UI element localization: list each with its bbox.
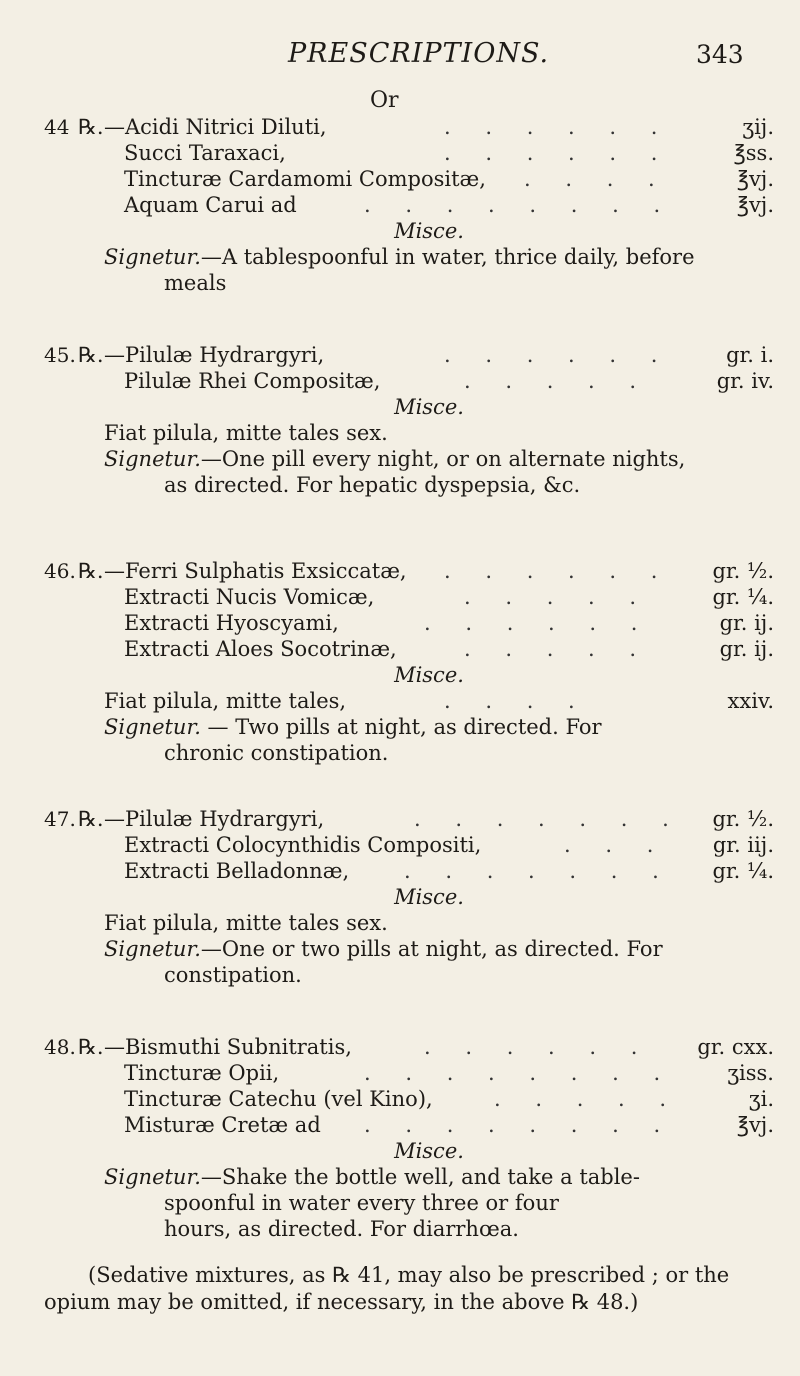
prescription-46 — [44, 558, 774, 766]
misce-label: Misce. — [394, 663, 464, 687]
ingredient-name: Tincturæ Opii, — [124, 1061, 280, 1085]
misce-label: Misce. — [394, 219, 464, 243]
recipe-symbol: ℞. — [78, 343, 104, 367]
leader-dots: . . . . . — [494, 1087, 681, 1111]
ingredient-line — [44, 166, 774, 192]
ingredient-line — [44, 806, 774, 832]
ingredient-line — [44, 114, 774, 140]
leader-dots: . . . . . — [464, 585, 651, 609]
leader-dots: . . . . — [524, 167, 669, 191]
ingredient-dose: gr. ¼. — [712, 859, 774, 883]
running-title: PRESCRIPTIONS. — [288, 38, 550, 69]
fiat-text: Fiat pilula, mitte tales, — [104, 689, 347, 713]
ingredient-line — [44, 140, 774, 166]
prescription-number: 47. — [44, 807, 76, 831]
ingredient-line — [44, 584, 774, 610]
page-header — [0, 38, 800, 78]
prescription-48 — [44, 1034, 774, 1242]
leader-dots: . . . . . . — [424, 1035, 652, 1059]
leader-dots: . . . . . . . — [414, 807, 683, 831]
recipe-symbol: ℞. — [78, 1035, 104, 1059]
ingredient-name: Pilulæ Rhei Compositæ, — [124, 369, 381, 393]
ingredient-dose: ʒi. — [748, 1087, 774, 1111]
leader-dots: . . . — [564, 833, 668, 857]
signetur-continued: as directed. For hepatic dyspepsia, &c. — [164, 473, 581, 497]
signetur-label: Signetur. — [104, 1165, 201, 1189]
signetur-continued: constipation. — [164, 963, 302, 987]
ingredient-name: Extracti Aloes Socotrinæ, — [124, 637, 397, 661]
ingredient-name: Misturæ Cretæ ad — [124, 1113, 321, 1137]
prescription-number: 48. — [44, 1035, 76, 1059]
ingredient-name: —Pilulæ Hydrargyri, — [104, 807, 325, 831]
page-number: 343 — [696, 40, 744, 69]
signetur-label: Signetur. — [104, 447, 201, 471]
ingredient-dose: ℥vj. — [736, 193, 774, 217]
signetur-continued: hours, as directed. For diarrhœa. — [164, 1217, 519, 1241]
signetur-continued: meals — [164, 271, 227, 295]
ingredient-line — [44, 1112, 774, 1138]
leader-dots: . . . . . — [464, 637, 651, 661]
ingredient-dose: gr. cxx. — [697, 1035, 774, 1059]
signetur-instructions — [44, 714, 784, 766]
ingredient-line — [44, 832, 774, 858]
leader-dots: . . . . . . — [424, 611, 652, 635]
ingredient-dose: ℥ss. — [733, 141, 774, 165]
ingredient-line — [44, 368, 774, 394]
ingredient-dose: ʒiss. — [727, 1061, 774, 1085]
ingredient-line — [44, 192, 774, 218]
signetur-instructions — [44, 244, 784, 296]
leader-dots: . . . . . . — [444, 559, 672, 583]
signetur-continued: spoonful in water every three or four — [164, 1191, 559, 1215]
ingredient-name: Extracti Hyoscyami, — [124, 611, 339, 635]
signetur-text: —A tablespoonful in water, thrice daily, before — [200, 245, 695, 269]
ingredient-dose: ℥vj. — [736, 167, 774, 191]
ingredient-line — [44, 342, 774, 368]
signetur-continued: chronic constipation. — [164, 741, 389, 765]
misce-label: Misce. — [394, 395, 464, 419]
signetur-label: Signetur. — [104, 715, 201, 739]
ingredient-dose: gr. ij. — [719, 637, 774, 661]
ingredient-dose: ℥vj. — [736, 1113, 774, 1137]
leader-dots: . . . . . . — [444, 141, 672, 165]
ingredient-line — [44, 1060, 774, 1086]
signetur-text: — Two pills at night, as directed. For — [200, 715, 602, 739]
signetur-label: Signetur. — [104, 937, 201, 961]
ingredient-name: —Bismuthi Subnitratis, — [104, 1035, 352, 1059]
misce-label: Misce. — [394, 1139, 464, 1163]
or-label: Or — [370, 88, 399, 113]
ingredient-dose: gr. ½. — [712, 559, 774, 583]
prescription-number: 46. — [44, 559, 76, 583]
prescription-number: 44 — [44, 115, 70, 139]
ingredient-name: Extracti Belladonnæ, — [124, 859, 350, 883]
fiat-line: Fiat pilula, mitte tales sex. — [104, 911, 388, 935]
signetur-text: —One or two pills at night, as directed. For — [200, 937, 663, 961]
footnote-line: (Sedative mixtures, as ℞ 41, may also be prescribed ; or the — [88, 1263, 730, 1287]
prescription-44 — [44, 114, 774, 296]
fiat-line: Fiat pilula, mitte tales sex. — [104, 421, 388, 445]
ingredient-name: —Acidi Nitrici Diluti, — [104, 115, 327, 139]
ingredient-line — [44, 1086, 774, 1112]
ingredient-name: —Pilulæ Hydrargyri, — [104, 343, 325, 367]
signetur-instructions — [44, 446, 784, 498]
prescription-number: 45. — [44, 343, 76, 367]
ingredient-dose: gr. iij. — [712, 833, 774, 857]
signetur-text: —One pill every night, or on alternate nights, — [200, 447, 686, 471]
ingredient-dose: gr. ij. — [719, 611, 774, 635]
ingredient-name: Extracti Colocynthidis Compositi, — [124, 833, 482, 857]
signetur-text: —Shake the bottle well, and take a table- — [200, 1165, 640, 1189]
ingredient-dose: gr. ½. — [712, 807, 774, 831]
ingredient-dose: gr. ¼. — [712, 585, 774, 609]
ingredient-line — [44, 558, 774, 584]
footnote-line: opium may be omitted, if necessary, in the above ℞ 48.) — [44, 1290, 639, 1314]
signetur-instructions — [44, 1164, 784, 1242]
ingredient-name: Tincturæ Cardamomi Compositæ, — [124, 167, 486, 191]
signetur-instructions — [44, 936, 784, 988]
fiat-line — [44, 688, 774, 714]
prescription-47 — [44, 806, 774, 988]
ingredient-dose: gr. iv. — [716, 369, 774, 393]
signetur-label: Signetur. — [104, 245, 201, 269]
leader-dots: . . . . . . . . — [364, 193, 675, 217]
ingredient-line — [44, 610, 774, 636]
leader-dots: . . . . . . . . — [364, 1061, 675, 1085]
ingredient-dose: gr. i. — [726, 343, 774, 367]
leader-dots: . . . . — [444, 689, 589, 713]
ingredient-line — [44, 1034, 774, 1060]
ingredient-name: Aquam Carui ad — [124, 193, 297, 217]
footnote — [44, 1262, 764, 1316]
recipe-symbol: ℞. — [78, 559, 104, 583]
ingredient-name: Tincturæ Catechu (vel Kino), — [124, 1087, 433, 1111]
ingredient-name: —Ferri Sulphatis Exsiccatæ, — [104, 559, 407, 583]
leader-dots: . . . . . . — [444, 343, 672, 367]
leader-dots: . . . . . . . . — [364, 1113, 675, 1137]
ingredient-dose: ʒij. — [742, 115, 774, 139]
prescription-45 — [44, 342, 774, 498]
leader-dots: . . . . . . — [444, 115, 672, 139]
misce-label: Misce. — [394, 885, 464, 909]
leader-dots: . . . . . — [464, 369, 651, 393]
ingredient-name: Succi Taraxaci, — [124, 141, 286, 165]
fiat-dose: xxiv. — [727, 689, 774, 713]
recipe-symbol: ℞. — [78, 115, 104, 139]
recipe-symbol: ℞. — [78, 807, 104, 831]
leader-dots: . . . . . . . — [404, 859, 673, 883]
ingredient-line — [44, 858, 774, 884]
ingredient-name: Extracti Nucis Vomicæ, — [124, 585, 375, 609]
ingredient-line — [44, 636, 774, 662]
